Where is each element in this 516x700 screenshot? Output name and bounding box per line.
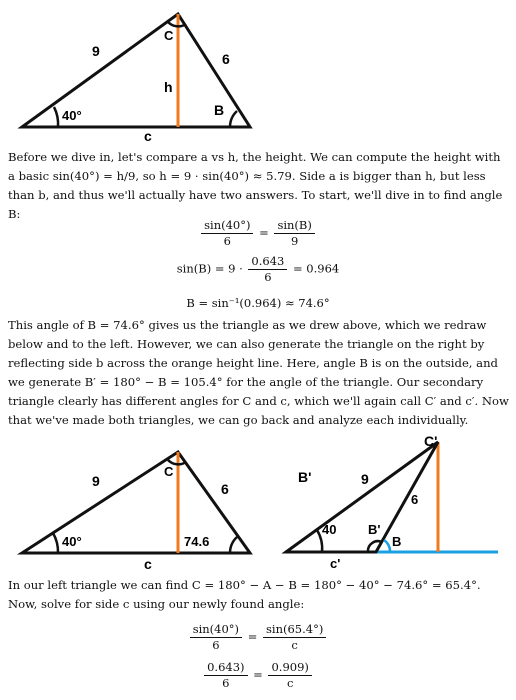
c-prime-label: C' [424,433,438,449]
angle-b-arc-3 [384,540,390,552]
angle-b-label-3: B [392,534,402,549]
angle-a-label: 40° [62,108,82,123]
eq5-equals: = [253,667,263,682]
angle-b-arc-2 [230,537,237,553]
eq1-lhs-den: 6 [223,234,231,248]
angle-a-arc [54,107,58,127]
eq1-lhs-num: sin(40°) [201,218,253,234]
eq5-rhs-num: 0.909) [268,660,311,676]
equation-4 [0,622,516,653]
triangle-figure-3 [276,430,516,580]
eq5-lhs-den: 6 [222,676,230,690]
eq4-lhs-den: 6 [212,638,220,652]
eq2-lhs: sin(B) = 9 · [176,261,243,276]
side-c-label-2: c [144,556,152,572]
side-b-label-3: 9 [361,471,369,487]
side-b-label-2: 9 [92,473,100,489]
equation-3: B = sin⁻¹(0.964) ≈ 74.6° [186,296,330,310]
eq4-rhs-den: c [291,638,298,652]
equation-2 [0,254,516,285]
angle-b-label: B [214,102,225,118]
b-prime-label-top: B' [298,469,312,485]
eq1-rhs-num: sin(B) [274,218,314,234]
angle-a-arc-2 [53,533,58,553]
eq4-equals: = [247,629,258,644]
eq5-lhs-num: 0.643) [204,660,247,676]
height-label: h [164,79,173,95]
side-a-label-3: 6 [411,492,419,507]
angle-c-label-2: C [164,464,174,479]
equation-1 [0,218,516,249]
angle-b-prime-label: B' [368,522,381,537]
second-paragraph: This angle of B = 74.6° gives us the triangle as we drew above, which we redraw below and to the left. However, we can also generate the triangle on the right by reflecting side b across the orange height line. Here, angle B is on the outside, and we generate B′ = 180° − B = 105.4° for the angle of the triangle. Our secondary triangle clearly has different angles for C and c, which we'll again call C′ and c′. Now that we've made both triangles, we can go back and analyze each individually. [8,318,509,427]
eq2-rhs: = 0.964 [293,261,340,276]
side-a-label-2: 6 [221,481,229,497]
equation-5 [0,660,516,691]
angle-a-label-2: 40° [62,534,82,549]
angle-b-arc [230,111,237,127]
third-paragraph: In our left triangle we can find C = 180° − A − B = 180° − 40° − 74.6° = 65.4°. Now, solve for side c using our newly found angle: [8,578,481,611]
eq1-rhs-den: 9 [290,234,299,248]
triangle-figure-2 [0,442,260,592]
eq2-den: 6 [264,270,272,284]
angle-c-label: C [164,28,174,43]
side-c-label: c [144,128,152,142]
eq5-rhs-den: c [286,676,294,690]
c-prime-side-label: c' [330,556,341,571]
eq4-rhs-num: sin(65.4°) [263,622,326,638]
angle-b-label-2: 74.6 [184,534,210,549]
eq2-num: 0.643 [248,254,287,270]
side-a-label: 6 [222,51,230,67]
angle-a-label-3: 40 [322,522,337,537]
triangle-figure-1 [0,0,516,142]
side-b-label: 9 [92,43,100,59]
eq4-lhs-num: sin(40°) [190,622,242,638]
eq1-equals: = [259,225,269,240]
intro-paragraph: Before we dive in, let's compare a vs h, the height. We can compute the height with a basic sin(40°) = h/9, so h = 9 · sin(40°) ≈ 5.79. Side a is bigger than h, but less than b, and thus we'll actually have two answers. To start, we'll dive in to find angle B: [8,150,503,221]
